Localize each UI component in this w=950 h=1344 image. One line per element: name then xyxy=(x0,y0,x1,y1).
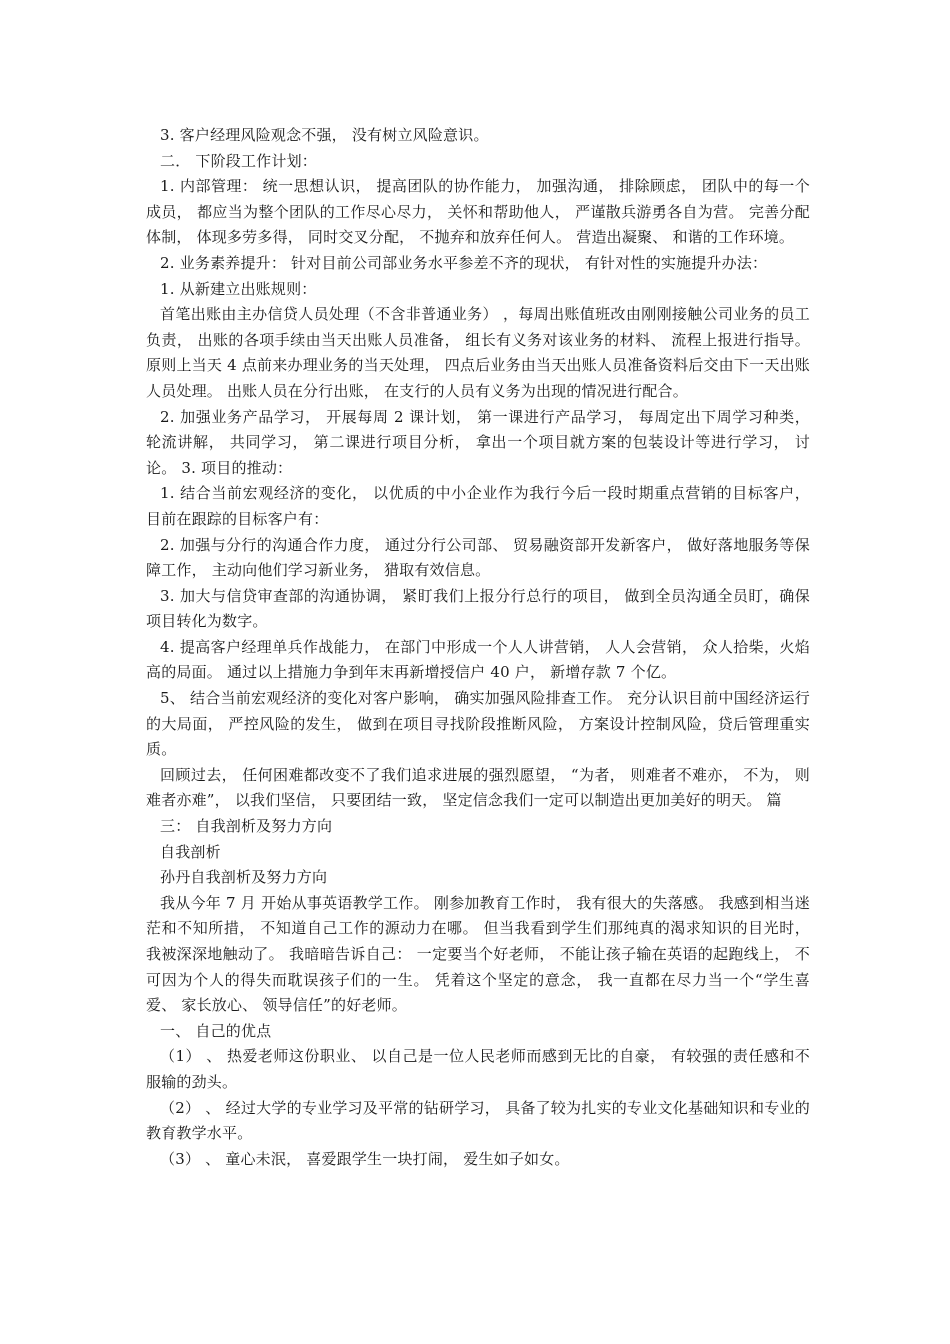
paragraph: （3） 、 童心未泯， 喜爱跟学生一块打闹， 爱生如子如女。 xyxy=(160,1149,570,1168)
paragraph: 1. 内部管理： 统一思想认识， 提高团队的协作能力， 加强沟通， 排除顾虑， 团队中的每一个成员， 都应当为整个团队的工作尽心尽力， 关怀和帮助他人， 严谨散兵游勇各自为营。 完善分配体制， 体现多劳多得， 同时交叉分配， 不抛弃和放弃任何人。 营造出凝聚、 和谐的工作环境。 xyxy=(146,177,810,247)
section-heading: 孙丹自我剖析及努力方向 xyxy=(160,868,328,887)
paragraph: 3. 加大与信贷审查部的沟通协调， 紧盯我们上报分行总行的项目， 做到全员沟通全员盯，确保项目转化为数字。 xyxy=(146,586,810,631)
paragraph: 回顾过去， 任何困难都改变不了我们追求进展的强烈愿望， “为者， 则难者不难亦， 不为， 则难者亦难”， 以我们坚信， 只要团结一致， 坚定信念我们一定可以制造出更加美好的明天。 篇 xyxy=(146,765,810,810)
paragraph: 3. 客户经理风险观念不强， 没有树立风险意识。 xyxy=(160,126,489,144)
paragraph: 4. 提高客户经理单兵作战能力， 在部门中形成一个人人讲营销， 人人会营销， 众人拾柴，火焰高的局面。 通过以上措施力争到年末再新增授信户 40 户， 新增存款 7 个亿。 xyxy=(146,637,810,682)
paragraph: 首笔出账由主办信贷人员处理（不含非普通业务） ，每周出账值班改由刚刚接触公司业务的员工负责， 出账的各项手续由当天出账人员准备， 组长有义务对该业务的材料、 流程上报进行指导。 原则上当天 4 点前来办理业务的当天处理， 四点后业务由当天出账人员准备资料后交由下一天出账人员处理。 出账人员在分行出账， 在支行的人员有义务为出现的情况进行配合。 xyxy=(146,305,810,400)
section-heading: 一、 自己的优点 xyxy=(160,1021,272,1040)
paragraph: 1. 结合当前宏观经济的变化， 以优质的中小企业作为我行今后一段时期重点营销的目标客户， 目前在跟踪的目标客户有： xyxy=(146,484,810,528)
paragraph: （1） 、 热爱老师这份职业、 以自己是一位人民老师而感到无比的自豪， 有较强的责任感和不服输的劲头。 xyxy=(146,1047,810,1091)
paragraph: 我从今年 7 月 开始从事英语教学工作。 刚参加教育工作时， 我有很大的失落感。 我感到相当迷茫和不知所措， 不知道自己工作的源动力在哪。 但当我看到学生们那纯真的渴求知识的目光时， 我被深深地触动了。 我暗暗告诉自己： 一定要当个好老师， 不能让孩子输在英语的起跑线上， 不可因为个人的得失而耽误孩子们的一生。 凭着这个坚定的意念， 我一直都在尽力当一个“学生喜爱、 家长放心、 领导信任”的好老师。 xyxy=(146,893,810,1015)
section-heading: 自我剖析 xyxy=(160,842,221,861)
paragraph: 1. 从新建立出账规则： xyxy=(160,279,317,298)
paragraph: （2） 、 经过大学的专业学习及平常的钻研学习， 具备了较为扎实的专业文化基础知识和专业的教育教学水平。 xyxy=(146,1098,810,1143)
paragraph: 2. 业务素养提升： 针对目前公司部业务水平参差不齐的现状， 有针对性的实施提升办法： xyxy=(160,253,768,272)
section-heading: 二． 下阶段工作计划： xyxy=(160,151,317,170)
paragraph: 2. 加强与分行的沟通合作力度， 通过分行公司部、 贸易融资部开发新客户， 做好落地服务等保障工作， 主动向他们学习新业务， 猎取有效信息。 xyxy=(146,535,810,580)
paragraph: 2. 加强业务产品学习， 开展每周 2 课计划， 第一课进行产品学习， 每周定出下周学习种类， 轮流讲解， 共同学习， 第二课进行项目分析， 拿出一个项目就方案的包装设计等进行学习， 讨论。 3. 项目的推动： xyxy=(146,407,810,477)
section-heading: 三： 自我剖析及努力方向 xyxy=(160,817,333,836)
document-body xyxy=(146,123,810,1172)
paragraph: 5、 结合当前宏观经济的变化对客户影响， 确实加强风险排查工作。 充分认识目前中国经济运行的大局面， 严控风险的发生， 做到在项目寻找阶段推断风险， 方案设计控制风险，贷后管理重实质。 xyxy=(146,689,810,759)
